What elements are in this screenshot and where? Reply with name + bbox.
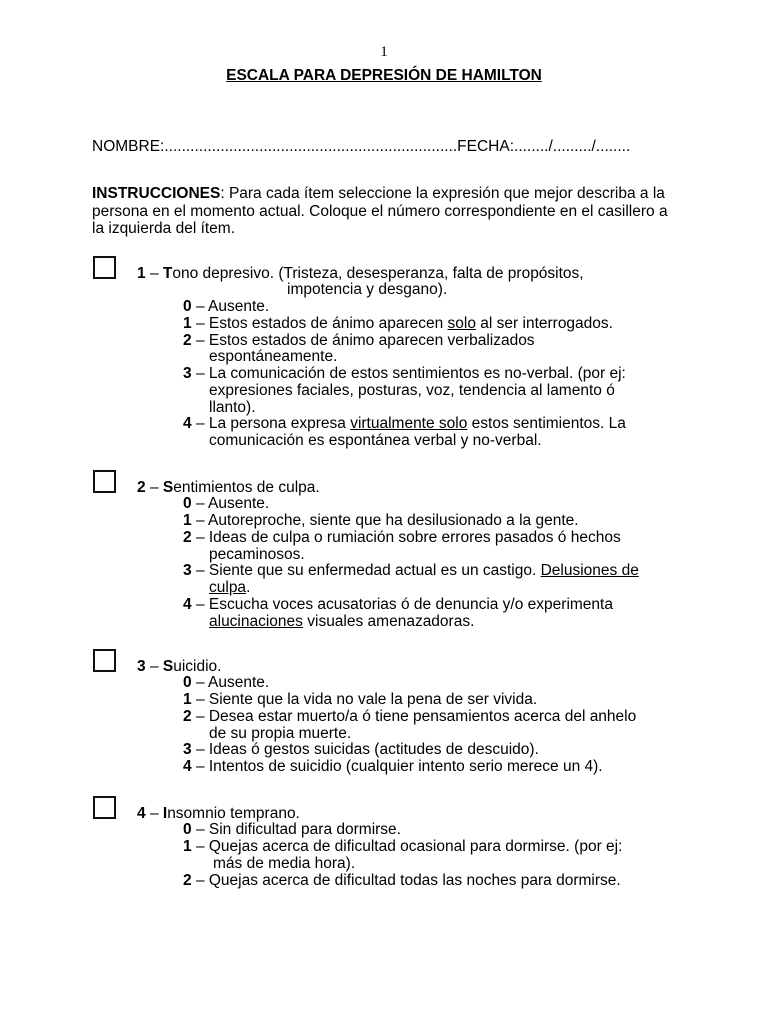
item-heading (137, 480, 768, 497)
option-line (183, 759, 768, 776)
option-4 (183, 597, 768, 631)
option-0 (183, 496, 768, 513)
instructions-label: INSTRUCCIONES (92, 185, 221, 203)
option-score: 2 (183, 707, 192, 725)
score-box (93, 470, 116, 493)
item-title: uicidio. (173, 657, 222, 675)
instructions (92, 185, 668, 237)
score-box (93, 256, 116, 279)
item-title-continuation: impotencia y desgano). (287, 281, 448, 299)
item-insomnio-temprano (0, 806, 768, 890)
option-score: 0 (183, 495, 192, 513)
option-line (183, 316, 768, 333)
option-score: 2 (183, 871, 192, 889)
option-text: – Ideas de culpa o rumiación sobre errores pasados ó hechos (195, 528, 621, 546)
option-2 (183, 530, 768, 564)
option-text: – Ideas ó gestos suicidas (actitudes de descuido). (195, 741, 539, 759)
document-title (0, 67, 768, 85)
option-text-continuation (183, 614, 768, 631)
score-box (93, 796, 116, 819)
option-text: – Intentos de suicidio (cualquier intento serio merece un 4). (195, 758, 603, 776)
option-0 (183, 822, 768, 839)
option-4 (183, 759, 768, 776)
option-line (183, 563, 768, 580)
option-line (183, 692, 768, 709)
item-title: ono depresivo. (Tristeza, desesperanza, falta de propósitos, (172, 264, 584, 282)
option-1 (183, 513, 768, 530)
item-initial: S (162, 478, 174, 496)
option-score: 1 (183, 691, 192, 709)
option-line (183, 839, 768, 856)
option-3 (183, 563, 768, 597)
option-line (183, 513, 768, 530)
page-number: 1 (380, 44, 388, 60)
item-initial: I (162, 804, 168, 822)
item-number: 4 (137, 804, 146, 822)
option-text: visuales amenazadoras. (302, 612, 475, 630)
option-score: 0 (183, 674, 192, 692)
item-title: entimientos de culpa. (173, 478, 320, 496)
option-text: – Escucha voces acusatorias ó de denuncia y/o experimenta (195, 595, 613, 613)
option-text-underlined: solo (447, 314, 476, 332)
item-number: 1 (137, 264, 146, 282)
item-heading (137, 266, 768, 300)
item-sentimientos-de-culpa (0, 480, 768, 631)
option-text-continuation: más de media hora). (213, 854, 356, 872)
item-heading-line (137, 659, 768, 676)
option-text: – Ausente. (195, 495, 270, 513)
option-score: 1 (183, 314, 192, 332)
instructions-line (92, 185, 668, 202)
option-text-continuation: de su propia muerte. (209, 724, 352, 742)
item-options (183, 675, 768, 776)
option-1 (183, 692, 768, 709)
option-line (183, 416, 768, 433)
option-line (183, 496, 768, 513)
instructions-text: la izquierda del ítem. (92, 220, 236, 238)
option-line (183, 366, 768, 383)
option-text: – Ausente. (195, 674, 270, 692)
item-heading (137, 659, 768, 676)
item-number: 3 (137, 657, 146, 675)
option-text: – La persona expresa (195, 415, 351, 433)
item-options (183, 299, 768, 450)
option-0 (183, 675, 768, 692)
item-heading-line (137, 480, 768, 497)
option-line (183, 333, 768, 350)
item-heading (137, 806, 768, 823)
option-1 (183, 316, 768, 333)
option-text: – Desea estar muerto/a ó tiene pensamientos acerca del anhelo (195, 707, 637, 725)
option-score: 3 (183, 365, 192, 383)
item-tono-depresivo (0, 266, 768, 450)
option-line (183, 822, 768, 839)
option-score: 4 (183, 595, 192, 613)
option-text-continuation: comunicación es espontánea verbal y no-verbal. (209, 432, 542, 450)
item-title: nsomnio temprano. (167, 804, 300, 822)
option-text: – Quejas acerca de dificultad ocasional para dormirse. (por ej: (195, 838, 623, 856)
option-3 (183, 742, 768, 759)
option-1 (183, 839, 768, 873)
option-text: – Autoreproche, siente que ha desilusionado a la gente. (195, 512, 579, 530)
score-box (93, 649, 116, 672)
option-2 (183, 333, 768, 367)
item-heading-line (137, 806, 768, 823)
item-separator: – (149, 804, 159, 822)
option-text-continuation: expresiones faciales, posturas, voz, tendencia al lamento ó (209, 381, 615, 399)
option-text-underlined: culpa (209, 579, 247, 597)
option-line (183, 873, 768, 890)
option-score: 0 (183, 298, 192, 316)
option-text: – Estos estados de ánimo aparecen (195, 314, 448, 332)
option-line (183, 742, 768, 759)
option-text: – Estos estados de ánimo aparecen verbalizados (195, 331, 535, 349)
item-options (183, 822, 768, 889)
option-score: 2 (183, 331, 192, 349)
item-separator: – (149, 657, 159, 675)
instructions-text: persona en el momento actual. Coloque el número correspondiente en el casillero a (92, 202, 668, 220)
document-title-text: ESCALA PARA DEPRESIÓN DE HAMILTON (226, 67, 542, 84)
option-score: 0 (183, 821, 192, 839)
option-text: estos sentimientos. La (467, 415, 626, 433)
option-text: – Ausente. (195, 298, 270, 316)
option-text: . (246, 579, 251, 597)
item-separator: – (149, 264, 159, 282)
instructions-text: : Para cada ítem seleccione la expresión que mejor describa a la (220, 185, 665, 203)
item-initial: S (162, 657, 174, 675)
item-separator: – (149, 478, 159, 496)
option-text-continuation: espontáneamente. (209, 348, 338, 366)
option-line (183, 597, 768, 614)
option-text: – La comunicación de estos sentimientos es no-verbal. (por ej: (195, 365, 626, 383)
option-4 (183, 416, 768, 450)
option-text: – Siente que su enfermedad actual es un castigo. (195, 562, 541, 580)
option-text-underlined: virtualmente solo (350, 415, 468, 433)
option-score: 4 (183, 415, 192, 433)
item-options (183, 496, 768, 630)
option-text: – Sin dificultad para dormirse. (195, 821, 401, 839)
option-0 (183, 299, 768, 316)
option-3 (183, 366, 768, 416)
option-score: 1 (183, 838, 192, 856)
option-line (183, 709, 768, 726)
option-line (183, 675, 768, 692)
option-score: 4 (183, 758, 192, 776)
option-text: al ser interrogados. (475, 314, 613, 332)
option-text-continuation: llanto). (209, 398, 256, 416)
option-text-continuation: pecaminosos. (209, 545, 305, 563)
option-score: 1 (183, 512, 192, 530)
option-score: 3 (183, 741, 192, 759)
item-suicidio (0, 659, 768, 776)
item-number: 2 (137, 478, 146, 496)
option-score: 2 (183, 528, 192, 546)
option-score: 3 (183, 562, 192, 580)
option-text: – Siente que la vida no vale la pena de ser vivida. (195, 691, 538, 709)
option-text-underlined: alucinaciones (209, 612, 303, 630)
option-line (183, 299, 768, 316)
option-2 (183, 709, 768, 743)
option-line (183, 530, 768, 547)
item-heading-line (137, 266, 768, 283)
option-text-underlined: Delusiones de (540, 562, 639, 580)
option-text-continuation (183, 580, 768, 597)
option-2 (183, 873, 768, 890)
option-text: – Quejas acerca de dificultad todas las noches para dormirse. (195, 871, 621, 889)
name-date-fields: NOMBRE:....................................................................FECHA:......../........./........ (92, 137, 631, 155)
item-initial: T (162, 264, 173, 282)
